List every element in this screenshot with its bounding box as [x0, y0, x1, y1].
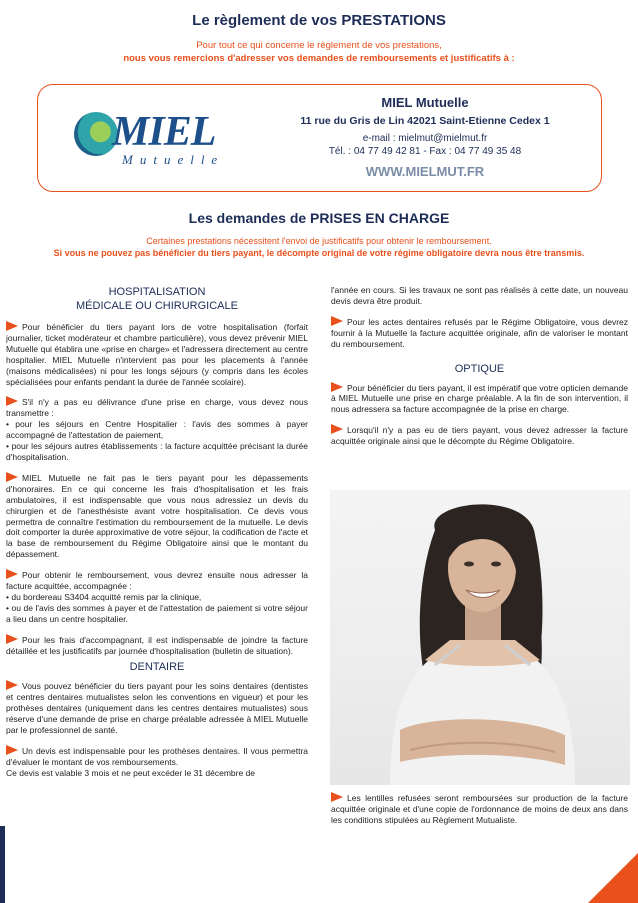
left-edge-bar	[0, 826, 5, 903]
arrow-right-icon	[331, 316, 343, 326]
contact-name: MIEL Mutuelle	[381, 95, 469, 110]
optique-paragraph-1: Pour bénéficier du tiers payant, il est impératif que votre opticien demande à MIEL Mutuelle une prise en charge préalable. A la fin de son intervention, il nous adressera sa facture accompagnée de la prise en charge.	[331, 382, 628, 415]
page-title: Le règlement de vos PRESTATIONS	[192, 12, 446, 29]
hospitalisation-paragraph-2: S'il n'y a pas eu délivrance d'une prise en charge, vous devez nous transmettre :	[6, 397, 308, 419]
arrow-right-icon	[6, 472, 18, 482]
contact-website[interactable]: WWW.MIELMUT.FR	[365, 164, 485, 179]
hospitalisation-paragraph-1: Pour bénéficier du tiers payant lors de votre hospitalisation (forfait journalier, ticket modérateur et chambre particulière), vous devez prévenir MIEL Mutuelle qui établira une «prise en charge» et l'adressera directement au centre hospitalier. MIEL Mutuelle n'intervient pas pour les placements à l'année (maisons médicalisées) ni pour les longs séjours (y compris dans les écoles spécialisées pour enfants pendant la durée de l'année scolaire).	[6, 322, 308, 387]
arrow-right-icon	[6, 680, 18, 690]
prise-warning: Si vous ne pouvez pas bénéficier du tiers payant, le décompte original de votre régime obligatoire devra nous être transmis.	[53, 248, 585, 258]
arrow-right-icon	[6, 396, 18, 406]
hospitalisation-bullet-3: • du bordereau S3404 acquitté remis par la clinique,	[6, 591, 202, 602]
dentaire-paragraph-3: Ce devis est valable 3 mois et ne peut excéder le 31 décembre de	[6, 767, 256, 778]
arrow-right-icon	[6, 745, 18, 755]
arrow-right-icon	[331, 424, 343, 434]
contact-street: 11 rue du Gris de Lin 42021 Saint-Etienne Cedex 1	[300, 115, 550, 127]
heading-dentaire: DENTAIRE	[129, 661, 185, 674]
dentaire-paragraph-1: Vous pouvez bénéficier du tiers payant pour les soins dentaires (dentistes et centres dentaires mutualistes selon les conventions en vigueur) et pour les prothèses dentaires (uniquement dans les centres dentaires mutualistes) sous réserve d'une demande de prise en charge préalable adressée à MIEL Mutuelle par le professionnel de santé.	[6, 681, 308, 736]
portrait-illustration	[330, 490, 630, 785]
arrow-right-icon	[6, 321, 18, 331]
left-column	[6, 285, 308, 779]
heading-medicale: MÉDICALE OU CHIRURGICALE	[76, 300, 238, 312]
right-column-bottom	[331, 792, 628, 826]
hospitalisation-bullet-2: • pour les séjours autres établissements : la facture acquittée précisant la durée d'hospitalisation.	[6, 441, 308, 462]
optique-paragraph-3: Les lentilles refusées seront remboursées sur production de la facture acquittée originale et d'une copie de l'ordonnance de moins de deux ans dans les conditions stipulées au Règlement Mutualiste.	[331, 793, 628, 825]
dentaire-paragraph-3-continued: l'année en cours. Si les travaux ne sont pas réalisés à cette date, un nouveau devis devra être produit.	[331, 285, 628, 306]
arrow-right-icon	[6, 634, 18, 644]
corner-accent	[588, 853, 638, 903]
arrow-right-icon	[6, 569, 18, 579]
logo-subtitle: Mutuelle	[122, 152, 225, 167]
hospitalisation-bullet-1: • pour les séjours en Centre Hospitalier : l'avis des sommes à payer accompagné de l'attestation de paiement,	[6, 419, 308, 441]
contact-phone: Tél. : 04 77 49 42 81 - Fax : 04 77 49 35 48	[328, 146, 522, 157]
right-column	[331, 285, 628, 447]
heading-optique: OPTIQUE	[454, 362, 505, 375]
optique-paragraph-2: Lorsqu'il n'y a pas eu de tiers payant, vous devez adresser la facture acquittée originale ainsi que le décompte du Régime Obligatoire.	[331, 425, 628, 447]
dentaire-paragraph-2: Un devis est indispensable pour les prothèses dentaires. Il vous permettra d'évaluer le montant de vos remboursements.	[6, 746, 308, 767]
hospitalisation-paragraph-5: Pour les frais d'accompagnant, il est indispensable de joindre la facture détaillée et les justificatifs par journée d'hospitalisation (bulletin de situation).	[6, 634, 308, 656]
logo-word: MIEL	[112, 109, 216, 155]
contact-email[interactable]: e-mail : mielmut@mielmut.fr	[362, 133, 488, 144]
arrow-right-icon	[331, 792, 343, 802]
heading-hospitalisation: HOSPITALISATION	[108, 286, 206, 298]
hospitalisation-bullet-4: • ou de l'avis des sommes à payer et de l'attestation de paiement si votre séjour a lieu dans un centre hospitalier.	[6, 602, 308, 624]
dentaire-paragraph-4: Pour les actes dentaires refusés par le Régime Obligatoire, vous devrez fournir à la Mutuelle la facture acquittée originale, afin de valoriser le montant du remboursement.	[331, 316, 628, 349]
hospitalisation-paragraph-3: MIEL Mutuelle ne fait pas le tiers payant pour les dépassements d'honoraires. En ce qui concerne les frais d'hospitalisation et les frais ambulatoires, il est indispensable que vous nous adressiez un devis du chirurgien et de l'anesthésiste avant votre hospitalisation. Ce devis vous permettra de connaître l'estimation du remboursement de la mutuelle. Le devis doit comporter la durée approximative de votre séjour, la codification de l'acte et la base de remboursement du Régime Obligatoire ainsi que le montant du dépassement.	[6, 472, 308, 560]
intro-line-2: nous vous remercions d'adresser vos demandes de remboursements et justificatifs à :	[123, 53, 515, 64]
hospitalisation-paragraph-4: Pour obtenir le remboursement, vous devrez ensuite nous adresser la facture acquittée, accompagnée :	[6, 570, 308, 592]
prise-note: Certaines prestations nécessitent l'envoi de justificatifs pour obtenir le remboursement.	[146, 236, 492, 246]
intro-line-1: Pour tout ce qui concerne le règlement de vos prestations,	[196, 40, 442, 51]
section-title-prise: Les demandes de PRISES EN CHARGE	[188, 210, 450, 226]
miel-logo	[74, 108, 244, 170]
arrow-right-icon	[331, 382, 343, 392]
woman-portrait-photo	[330, 490, 630, 785]
